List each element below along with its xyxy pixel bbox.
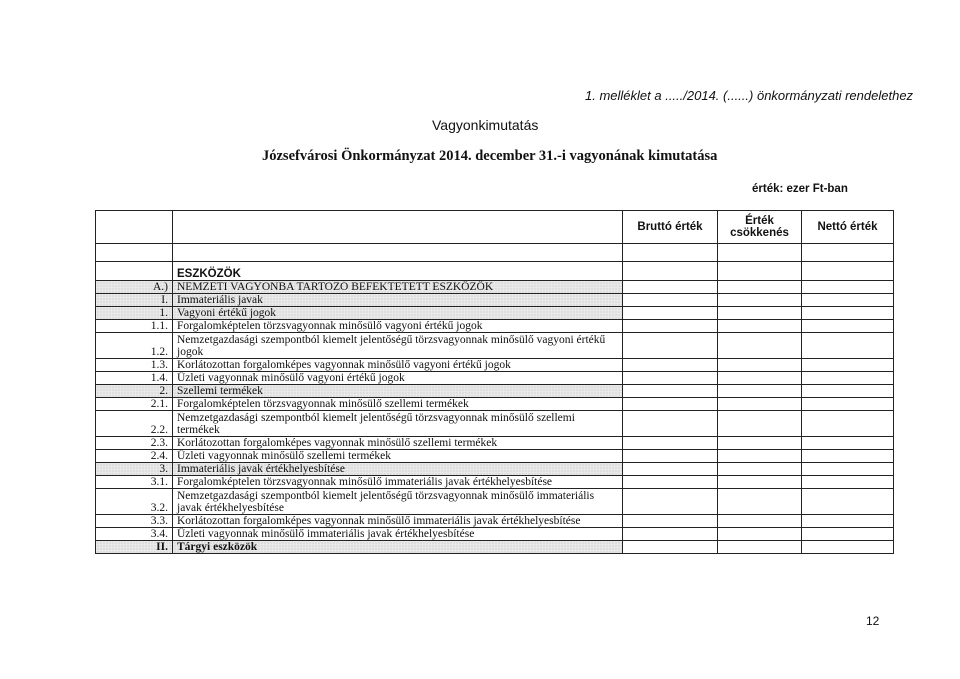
table-row (96, 281, 894, 294)
net-value-cell (802, 281, 894, 294)
document-subtitle: Józsefvárosi Önkormányzat 2014. december 31.-i vagyonának kimutatása (262, 148, 718, 164)
depreciation-value-cell (718, 294, 802, 307)
row-label: Nemzetgazdasági szempontból kiemelt jelentőségű törzsvagyonnak minősülő immateriális javak értékhelyesbítése (173, 489, 623, 515)
depreciation-value-cell (718, 372, 802, 385)
depreciation-value-cell (718, 320, 802, 333)
depreciation-value-cell (718, 515, 802, 528)
row-label: Üzleti vagyonnak minősülő immateriális javak értékhelyesbítése (173, 528, 623, 541)
row-number: II. (96, 541, 173, 554)
net-value-cell (802, 411, 894, 437)
gross-value-cell (623, 372, 718, 385)
row-label: Forgalomképtelen törzsvagyonnak minősülő szellemi termékek (173, 398, 623, 411)
net-value-cell (802, 333, 894, 359)
table-row (96, 489, 894, 515)
net-value-cell (802, 528, 894, 541)
row-label: Nemzetgazdasági szempontból kiemelt jelentőségű törzsvagyonnak minősülő szellemi termékek (173, 411, 623, 437)
table-row (96, 385, 894, 398)
label-column-header (173, 211, 623, 244)
table-row (96, 463, 894, 476)
depreciation-value-cell (718, 541, 802, 554)
gross-value-cell (623, 281, 718, 294)
depreciation-value-cell (718, 398, 802, 411)
row-label: Immateriális javak (173, 294, 623, 307)
row-label: Üzleti vagyonnak minősülő vagyoni értékű jogok (173, 372, 623, 385)
net-value-cell (802, 385, 894, 398)
row-label: Szellemi termékek (173, 385, 623, 398)
gross-value-cell (623, 333, 718, 359)
depreciation-value-cell (718, 437, 802, 450)
row-number: 3.4. (96, 528, 173, 541)
row-number: 1.3. (96, 359, 173, 372)
gross-value-cell (623, 463, 718, 476)
net-value-cell (802, 515, 894, 528)
row-number: 2. (96, 385, 173, 398)
gross-value-cell (623, 398, 718, 411)
row-label: Vagyoni értékű jogok (173, 307, 623, 320)
document-title: Vagyonkimutatás (432, 117, 539, 133)
net-value-cell (802, 307, 894, 320)
net-value-cell (802, 294, 894, 307)
table-row (96, 437, 894, 450)
gross-value-cell (623, 385, 718, 398)
table-row (96, 372, 894, 385)
table-header-row (96, 211, 894, 244)
gross-value-cell (623, 307, 718, 320)
gross-value-cell (623, 450, 718, 463)
row-label: Forgalomképtelen törzsvagyonnak minősülő immateriális javak értékhelyesbítése (173, 476, 623, 489)
table-row (96, 307, 894, 320)
table-row (96, 398, 894, 411)
row-label: NEMZETI VAGYONBA TARTOZÓ BEFEKTETETT ESZKÖZÖK (173, 281, 623, 294)
table-row (96, 411, 894, 437)
row-number: 1.4. (96, 372, 173, 385)
section-heading-row (96, 262, 894, 281)
row-number: 3. (96, 463, 173, 476)
net-value-cell (802, 541, 894, 554)
row-label: Nemzetgazdasági szempontból kiemelt jelentőségű törzsvagyonnak minősülő vagyoni értékű jogok (173, 333, 623, 359)
table-row (96, 528, 894, 541)
depreciation-value-cell (718, 489, 802, 515)
gross-value-cell (623, 528, 718, 541)
depreciation-value-cell (718, 476, 802, 489)
net-value-cell (802, 476, 894, 489)
gross-value-cell (623, 515, 718, 528)
unit-label: érték: ezer Ft-ban (752, 183, 848, 195)
table-row (96, 294, 894, 307)
page-number: 12 (866, 614, 880, 628)
depreciation-value-cell (718, 307, 802, 320)
row-number: 2.4. (96, 450, 173, 463)
row-number: 3.2. (96, 489, 173, 515)
row-label: Korlátozottan forgalomképes vagyonnak minősülő szellemi termékek (173, 437, 623, 450)
depreciation-value-cell (718, 528, 802, 541)
gross-value-cell (623, 294, 718, 307)
gross-value-cell (623, 359, 718, 372)
depreciation-value-cell (718, 450, 802, 463)
row-number: A.) (96, 281, 173, 294)
gross-value-cell (623, 489, 718, 515)
table-row (96, 515, 894, 528)
row-number: 3.1. (96, 476, 173, 489)
net-value-cell (802, 398, 894, 411)
depreciation-value-cell (718, 333, 802, 359)
net-value-cell (802, 320, 894, 333)
row-number: 3.3. (96, 515, 173, 528)
table-row (96, 333, 894, 359)
gross-value-cell (623, 541, 718, 554)
depreciation-value-cell (718, 411, 802, 437)
gross-value-cell (623, 476, 718, 489)
row-number: 2.2. (96, 411, 173, 437)
gross-value-cell (623, 411, 718, 437)
net-value-cell (802, 489, 894, 515)
num-column-header (96, 211, 173, 244)
annex-reference: 1. melléklet a ...../2014. (......) önkormányzati rendelethez (585, 88, 914, 103)
table-row (96, 359, 894, 372)
row-label: Tárgyi eszközök (173, 541, 623, 554)
gross-value-cell (623, 437, 718, 450)
row-number: 1.1. (96, 320, 173, 333)
net-value-cell (802, 463, 894, 476)
section-title: ESZKÖZÖK (173, 262, 623, 281)
table-row (96, 320, 894, 333)
row-label: Korlátozottan forgalomképes vagyonnak minősülő vagyoni értékű jogok (173, 359, 623, 372)
depreciation-column-header: Érték csökkenés (718, 211, 802, 244)
net-value-cell (802, 359, 894, 372)
row-label: Üzleti vagyonnak minősülő szellemi termékek (173, 450, 623, 463)
table-row (96, 541, 894, 554)
gross-value-cell (623, 320, 718, 333)
net-value-cell (802, 437, 894, 450)
depreciation-value-cell (718, 359, 802, 372)
row-label: Forgalomképtelen törzsvagyonnak minősülő vagyoni értékű jogok (173, 320, 623, 333)
table-row (96, 476, 894, 489)
net-value-cell (802, 372, 894, 385)
row-number: 2.1. (96, 398, 173, 411)
row-number: 1.2. (96, 333, 173, 359)
spacer-row (96, 244, 894, 262)
row-number: 2.3. (96, 437, 173, 450)
net-value-cell (802, 450, 894, 463)
row-label: Immateriális javak értékhelyesbítése (173, 463, 623, 476)
row-number: 1. (96, 307, 173, 320)
asset-table (95, 210, 894, 554)
depreciation-value-cell (718, 463, 802, 476)
row-label: Korlátozottan forgalomképes vagyonnak minősülő immateriális javak értékhelyesbítése (173, 515, 623, 528)
depreciation-value-cell (718, 281, 802, 294)
table-row (96, 450, 894, 463)
net-column-header: Nettó érték (802, 211, 894, 244)
gross-column-header: Bruttó érték (623, 211, 718, 244)
row-number: I. (96, 294, 173, 307)
depreciation-value-cell (718, 385, 802, 398)
